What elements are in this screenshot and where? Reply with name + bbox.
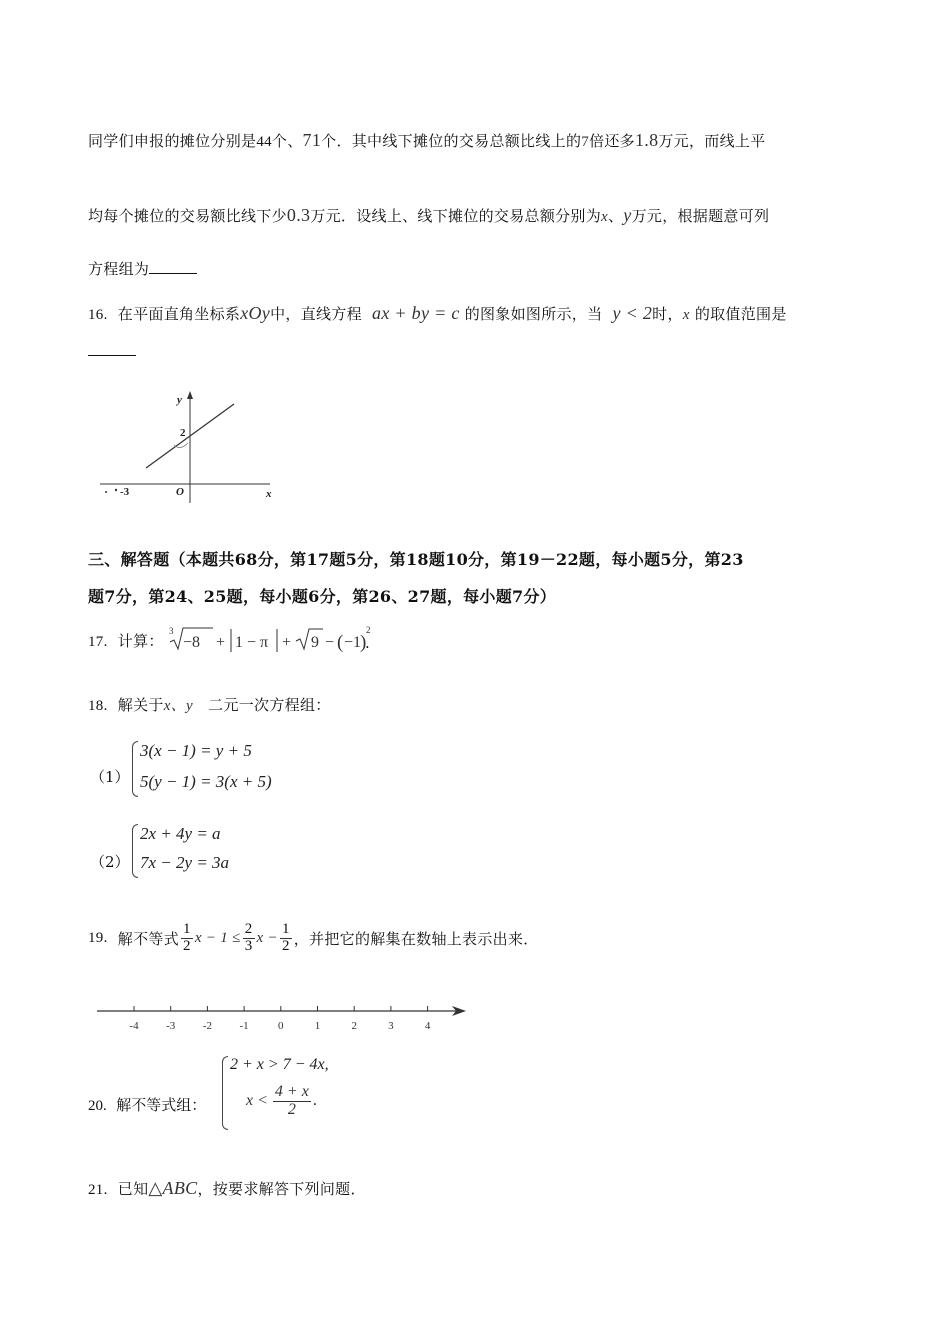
q15-line-3 (88, 258, 197, 279)
q15-line-1 (88, 130, 765, 151)
q19-line (88, 915, 539, 961)
question-number: 19. (88, 929, 108, 946)
tick-label: 0 (278, 1020, 284, 1032)
equation: 7x − 2y = 3a (140, 853, 230, 872)
operator: + (282, 634, 292, 651)
math: x < (246, 1092, 268, 1110)
y-intercept-label: 2 (180, 427, 186, 439)
denominator: 2 (281, 937, 290, 954)
answer-blank[interactable] (149, 273, 197, 274)
math: x − 1 ≤ (194, 929, 241, 946)
radicand: 9 (311, 634, 319, 651)
math: x − (256, 929, 278, 946)
text: ，并把它的解集在数轴上表示出来． (293, 929, 539, 948)
y-arrow-icon (187, 391, 193, 399)
text: 计算： (117, 632, 164, 650)
text: 均每个摊位的交易额比线下少 (88, 207, 287, 225)
power-base: −1 (344, 634, 362, 651)
question-number: 18. (88, 698, 108, 714)
tick-label: 4 (424, 1020, 431, 1032)
fraction (273, 1084, 311, 1119)
numerator: 1 (281, 920, 290, 937)
number: 7 (581, 134, 590, 150)
period: . (312, 1092, 317, 1110)
text: 解不等式 (117, 929, 179, 948)
text: 方程组为 (88, 260, 150, 278)
answer-blank[interactable] (88, 355, 136, 356)
math: y < 2 (612, 303, 653, 323)
text: 二元一次方程组： (208, 696, 331, 714)
q15-line-2 (88, 205, 769, 226)
number-line (92, 1002, 472, 1036)
variable: x (601, 209, 608, 225)
tick-label: -4 (129, 1020, 139, 1032)
text: 已知 (117, 1180, 149, 1198)
tick-label: -2 (202, 1020, 212, 1032)
number: 71 (302, 130, 322, 150)
text: 万元，根据题意可列 (631, 207, 770, 225)
q17-line (88, 630, 164, 660)
operator: + (216, 634, 226, 651)
part-label: （2） (90, 853, 130, 871)
question-number: 20. (88, 1098, 107, 1114)
text: 解不等式组： (116, 1096, 207, 1114)
part-label: （1） (90, 768, 130, 786)
section-heading: 三、解答题（本题共68分，第17题5分，第18题10分，第19－22题，每小题5分，第23 (88, 550, 744, 569)
numerator: 1 (183, 920, 191, 937)
x-intercept-label: -3 (120, 486, 130, 498)
section-heading-2: 题7分，第24、25题，每小题6分，第26、27题，每小题7分） (88, 587, 557, 606)
period: . (365, 634, 370, 652)
q18-line (88, 694, 331, 715)
radicand: −8 (183, 634, 201, 651)
q16-graph (90, 385, 290, 510)
text: 个．其中线下摊位的交易总额比线上的 (321, 132, 582, 150)
tick-label: -1 (239, 1020, 249, 1032)
q16-line (88, 303, 787, 324)
annotation-mark (174, 443, 188, 448)
question-number: 21. (88, 1182, 108, 1198)
inequality: 2 + x > 7 − 4x, (230, 1056, 329, 1073)
question-number: 17. (88, 634, 108, 650)
x-axis-label: x (266, 488, 272, 500)
text: 万元，而线上平 (658, 132, 766, 150)
variables: x、y (163, 698, 193, 714)
tick-label: 3 (388, 1020, 394, 1032)
exponent: 2 (366, 625, 371, 635)
y-axis-label: y (177, 394, 182, 406)
equation: 3(x − 1) = y + 5 (140, 741, 252, 760)
text: 万元．设线上、线下摊位的交易总额分别为 (310, 207, 602, 225)
number: 44 (256, 134, 272, 150)
fraction (243, 922, 255, 955)
abs-content: 1 − π (235, 634, 269, 651)
q21-line (88, 1178, 366, 1199)
denominator: 3 (244, 937, 253, 954)
fraction (280, 922, 292, 955)
q20-label (88, 1094, 206, 1115)
text: 倍还多 (589, 132, 635, 150)
denominator: 2 (183, 937, 191, 954)
fraction (181, 922, 193, 955)
triangle: △ABC (148, 1178, 198, 1198)
equation: 5(y − 1) = 3(x + 5) (140, 772, 272, 791)
math: xOy (240, 303, 271, 323)
text: 的取值范围是 (694, 305, 787, 323)
tick-label: 2 (351, 1020, 357, 1032)
numerator: 4 + x (274, 1083, 309, 1100)
text: 在平面直角坐标系 (117, 305, 241, 323)
root-index: 3 (169, 626, 174, 636)
text: 中，直线方程 (270, 305, 362, 323)
equation: 2x + 4y = a (140, 824, 221, 843)
point-mark (115, 489, 117, 491)
variable: y (623, 205, 632, 225)
text: 、 (607, 207, 624, 225)
paren-left: ( (337, 632, 344, 653)
origin-label: O (176, 486, 184, 498)
number: 0.3 (286, 205, 311, 225)
operator: − (325, 634, 335, 651)
paren-right: ) (360, 632, 367, 653)
equation: ax + by = c (372, 303, 460, 323)
text: 个、 (271, 132, 303, 150)
system-brace (132, 824, 138, 878)
variable: x (682, 307, 690, 323)
numerator: 2 (244, 920, 253, 937)
denominator: 2 (287, 1100, 296, 1118)
inequality (246, 1084, 317, 1119)
question-number: 16. (88, 307, 108, 323)
system-brace (132, 741, 138, 797)
text: 的图象如图所示，当 (464, 305, 603, 323)
tick-label: -3 (166, 1020, 176, 1032)
text: 解关于 (117, 696, 164, 714)
q17-expression (167, 622, 377, 656)
text: 同学们申报的摊位分别是 (88, 132, 257, 150)
number: 1.8 (634, 130, 659, 150)
point-mark (105, 491, 107, 493)
tick-label: 1 (314, 1020, 321, 1032)
text: ，按要求解答下列问题． (197, 1180, 366, 1198)
system-brace (222, 1056, 228, 1130)
text: 时， (652, 305, 683, 323)
